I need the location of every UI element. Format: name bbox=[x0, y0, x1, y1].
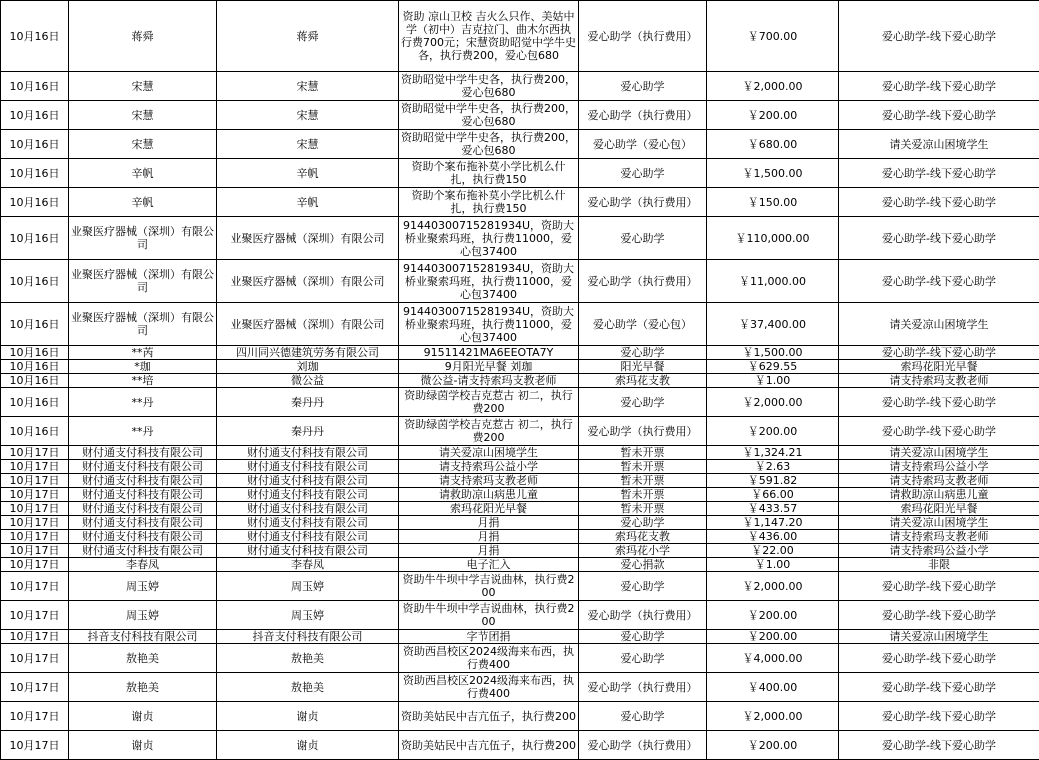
cell-date: 10月17日 bbox=[1, 558, 69, 572]
cell-payer: 谢贞 bbox=[217, 702, 399, 731]
cell-note: 资助牛牛坝中学吉说曲林，执行费200 bbox=[399, 572, 579, 601]
cell-amount: ￥2,000.00 bbox=[707, 72, 839, 101]
table-row bbox=[1, 1, 1039, 72]
cell-amount: ￥200.00 bbox=[707, 101, 839, 130]
cell-donor: 财付通支付科技有限公司 bbox=[69, 502, 217, 516]
table-row bbox=[1, 260, 1039, 303]
cell-project: 请支持索玛公益小学 bbox=[839, 544, 1039, 558]
cell-category: 爱心助学（执行费用） bbox=[579, 731, 707, 760]
cell-date: 10月16日 bbox=[1, 360, 69, 374]
table-row bbox=[1, 217, 1039, 260]
cell-note: 9月阳光早餐 刘珈 bbox=[399, 360, 579, 374]
cell-amount: ￥2,000.00 bbox=[707, 572, 839, 601]
cell-date: 10月16日 bbox=[1, 101, 69, 130]
cell-date: 10月17日 bbox=[1, 502, 69, 516]
cell-note: 月捐 bbox=[399, 516, 579, 530]
cell-donor: 宋慧 bbox=[69, 101, 217, 130]
table-row bbox=[1, 601, 1039, 630]
cell-note: 资助西昌校区2024级海来布西，执行费400 bbox=[399, 644, 579, 673]
cell-date: 10月16日 bbox=[1, 159, 69, 188]
cell-payer: 财付通支付科技有限公司 bbox=[217, 530, 399, 544]
cell-note: 资助 凉山卫校 吉火么只作、美姑中学（初中）吉克拉门、曲木尔西执行费700元；宋慧资助昭觉中学牛史各，执行费200，爱心包680 bbox=[399, 1, 579, 72]
table-row bbox=[1, 572, 1039, 601]
cell-project: 请关爱凉山困境学生 bbox=[839, 130, 1039, 159]
cell-date: 10月16日 bbox=[1, 374, 69, 388]
cell-payer: 财付通支付科技有限公司 bbox=[217, 516, 399, 530]
cell-amount: ￥2,000.00 bbox=[707, 388, 839, 417]
cell-amount: ￥200.00 bbox=[707, 601, 839, 630]
cell-donor: 财付通支付科技有限公司 bbox=[69, 446, 217, 460]
cell-donor: *珈 bbox=[69, 360, 217, 374]
cell-payer: 四川同兴德建筑劳务有限公司 bbox=[217, 346, 399, 360]
cell-amount: ￥2.63 bbox=[707, 460, 839, 474]
cell-payer: 业聚医疗器械（深圳）有限公司 bbox=[217, 303, 399, 346]
table-row bbox=[1, 702, 1039, 731]
cell-date: 10月16日 bbox=[1, 188, 69, 217]
cell-project: 爱心助学-线下爱心助学 bbox=[839, 260, 1039, 303]
cell-category: 爱心助学 bbox=[579, 630, 707, 644]
cell-payer: 谢贞 bbox=[217, 731, 399, 760]
cell-date: 10月17日 bbox=[1, 572, 69, 601]
table-row bbox=[1, 388, 1039, 417]
cell-payer: 辛帆 bbox=[217, 188, 399, 217]
cell-amount: ￥1.00 bbox=[707, 374, 839, 388]
cell-note: 91440300715281934U，资助大桥业聚索玛班，执行费11000，爱心包37400 bbox=[399, 260, 579, 303]
cell-category: 阳光早餐 bbox=[579, 360, 707, 374]
cell-category: 爱心助学 bbox=[579, 217, 707, 260]
cell-amount: ￥200.00 bbox=[707, 417, 839, 446]
cell-donor: **丹 bbox=[69, 417, 217, 446]
cell-category: 暂未开票 bbox=[579, 488, 707, 502]
cell-donor: 宋慧 bbox=[69, 130, 217, 159]
cell-note: 月捐 bbox=[399, 530, 579, 544]
cell-note: 91511421MA6EEOTA7Y bbox=[399, 346, 579, 360]
cell-category: 爱心助学 bbox=[579, 346, 707, 360]
cell-category: 爱心助学 bbox=[579, 702, 707, 731]
table-row bbox=[1, 446, 1039, 460]
table-row bbox=[1, 731, 1039, 760]
cell-project: 爱心助学-线下爱心助学 bbox=[839, 388, 1039, 417]
cell-payer: 秦丹丹 bbox=[217, 388, 399, 417]
cell-donor: 周玉婷 bbox=[69, 572, 217, 601]
cell-donor: 蒋舜 bbox=[69, 1, 217, 72]
cell-category: 爱心助学（执行费用） bbox=[579, 1, 707, 72]
cell-date: 10月16日 bbox=[1, 303, 69, 346]
cell-date: 10月17日 bbox=[1, 516, 69, 530]
cell-payer: 微公益 bbox=[217, 374, 399, 388]
cell-project: 爱心助学-线下爱心助学 bbox=[839, 601, 1039, 630]
cell-amount: ￥66.00 bbox=[707, 488, 839, 502]
cell-payer: 财付通支付科技有限公司 bbox=[217, 544, 399, 558]
cell-donor: **丹 bbox=[69, 388, 217, 417]
cell-project: 请支持索玛支教老师 bbox=[839, 474, 1039, 488]
table-row bbox=[1, 460, 1039, 474]
table-row bbox=[1, 644, 1039, 673]
table-row bbox=[1, 630, 1039, 644]
cell-project: 请支持索玛支教老师 bbox=[839, 530, 1039, 544]
cell-note: 91440300715281934U，资助大桥业聚索玛班，执行费11000，爱心包37400 bbox=[399, 303, 579, 346]
cell-amount: ￥37,400.00 bbox=[707, 303, 839, 346]
cell-project: 爱心助学-线下爱心助学 bbox=[839, 217, 1039, 260]
cell-payer: 蒋舜 bbox=[217, 1, 399, 72]
cell-date: 10月17日 bbox=[1, 474, 69, 488]
cell-category: 暂未开票 bbox=[579, 502, 707, 516]
cell-category: 爱心助学（执行费用） bbox=[579, 101, 707, 130]
table-row bbox=[1, 502, 1039, 516]
cell-category: 暂未开票 bbox=[579, 446, 707, 460]
table-row bbox=[1, 159, 1039, 188]
cell-amount: ￥436.00 bbox=[707, 530, 839, 544]
cell-category: 爱心助学 bbox=[579, 72, 707, 101]
cell-donor: 业聚医疗器械（深圳）有限公司 bbox=[69, 260, 217, 303]
cell-payer: 财付通支付科技有限公司 bbox=[217, 460, 399, 474]
cell-payer: 财付通支付科技有限公司 bbox=[217, 488, 399, 502]
cell-project: 爱心助学-线下爱心助学 bbox=[839, 72, 1039, 101]
cell-payer: 周玉婷 bbox=[217, 572, 399, 601]
cell-donor: 李春凤 bbox=[69, 558, 217, 572]
cell-amount: ￥680.00 bbox=[707, 130, 839, 159]
table-row bbox=[1, 130, 1039, 159]
cell-date: 10月16日 bbox=[1, 217, 69, 260]
cell-amount: ￥1,500.00 bbox=[707, 346, 839, 360]
cell-category: 爱心助学 bbox=[579, 572, 707, 601]
cell-note: 资助昭觉中学牛史各，执行费200，爱心包680 bbox=[399, 72, 579, 101]
cell-payer: 李春凤 bbox=[217, 558, 399, 572]
table-row bbox=[1, 516, 1039, 530]
cell-amount: ￥1,500.00 bbox=[707, 159, 839, 188]
cell-note: 资助个案布拖补莫小学比机么什扎，执行费150 bbox=[399, 188, 579, 217]
cell-note: 资助绿茵学校吉克惹古 初二，执行费200 bbox=[399, 417, 579, 446]
cell-project: 请关爱凉山困境学生 bbox=[839, 303, 1039, 346]
cell-date: 10月16日 bbox=[1, 72, 69, 101]
cell-amount: ￥2,000.00 bbox=[707, 702, 839, 731]
cell-category: 爱心助学（执行费用） bbox=[579, 601, 707, 630]
cell-amount: ￥1,147.20 bbox=[707, 516, 839, 530]
cell-payer: 宋慧 bbox=[217, 72, 399, 101]
cell-project: 非限 bbox=[839, 558, 1039, 572]
cell-donor: 财付通支付科技有限公司 bbox=[69, 460, 217, 474]
cell-donor: 财付通支付科技有限公司 bbox=[69, 474, 217, 488]
cell-donor: 财付通支付科技有限公司 bbox=[69, 516, 217, 530]
cell-project: 爱心助学-线下爱心助学 bbox=[839, 346, 1039, 360]
cell-donor: 敖艳美 bbox=[69, 673, 217, 702]
table-row bbox=[1, 417, 1039, 446]
cell-note: 资助绿茵学校吉克惹古 初二，执行费200 bbox=[399, 388, 579, 417]
cell-date: 10月17日 bbox=[1, 702, 69, 731]
cell-date: 10月16日 bbox=[1, 388, 69, 417]
cell-donor: **芮 bbox=[69, 346, 217, 360]
cell-date: 10月17日 bbox=[1, 446, 69, 460]
cell-payer: 抖音支付科技有限公司 bbox=[217, 630, 399, 644]
cell-date: 10月17日 bbox=[1, 530, 69, 544]
cell-category: 爱心助学（执行费用） bbox=[579, 188, 707, 217]
cell-note: 字节团捐 bbox=[399, 630, 579, 644]
cell-payer: 业聚医疗器械（深圳）有限公司 bbox=[217, 217, 399, 260]
table-row bbox=[1, 530, 1039, 544]
table-row bbox=[1, 474, 1039, 488]
cell-amount: ￥400.00 bbox=[707, 673, 839, 702]
cell-payer: 宋慧 bbox=[217, 101, 399, 130]
cell-category: 爱心捐款 bbox=[579, 558, 707, 572]
cell-note: 请支持索玛支教老师 bbox=[399, 474, 579, 488]
cell-project: 爱心助学-线下爱心助学 bbox=[839, 644, 1039, 673]
table-body bbox=[1, 1, 1039, 760]
table-row bbox=[1, 374, 1039, 388]
cell-note: 微公益-请支持索玛支教老师 bbox=[399, 374, 579, 388]
cell-donor: 业聚医疗器械（深圳）有限公司 bbox=[69, 303, 217, 346]
cell-note: 91440300715281934U，资助大桥业聚索玛班，执行费11000，爱心包37400 bbox=[399, 217, 579, 260]
cell-donor: 辛帆 bbox=[69, 188, 217, 217]
cell-category: 爱心助学（执行费用） bbox=[579, 260, 707, 303]
cell-amount: ￥22.00 bbox=[707, 544, 839, 558]
cell-amount: ￥110,000.00 bbox=[707, 217, 839, 260]
cell-amount: ￥1,324.21 bbox=[707, 446, 839, 460]
cell-category: 暂未开票 bbox=[579, 460, 707, 474]
cell-project: 请关爱凉山困境学生 bbox=[839, 446, 1039, 460]
cell-category: 爱心助学 bbox=[579, 388, 707, 417]
cell-payer: 财付通支付科技有限公司 bbox=[217, 502, 399, 516]
cell-project: 爱心助学-线下爱心助学 bbox=[839, 731, 1039, 760]
cell-date: 10月17日 bbox=[1, 630, 69, 644]
table-row bbox=[1, 303, 1039, 346]
cell-project: 爱心助学-线下爱心助学 bbox=[839, 1, 1039, 72]
cell-project: 爱心助学-线下爱心助学 bbox=[839, 673, 1039, 702]
cell-note: 电子汇入 bbox=[399, 558, 579, 572]
cell-project: 爱心助学-线下爱心助学 bbox=[839, 417, 1039, 446]
cell-donor: 辛帆 bbox=[69, 159, 217, 188]
cell-note: 资助美姑民中吉亢伍子，执行费200 bbox=[399, 702, 579, 731]
cell-date: 10月17日 bbox=[1, 673, 69, 702]
cell-date: 10月16日 bbox=[1, 417, 69, 446]
cell-category: 爱心助学 bbox=[579, 516, 707, 530]
table-row bbox=[1, 360, 1039, 374]
cell-note: 资助牛牛坝中学吉说曲林，执行费200 bbox=[399, 601, 579, 630]
cell-date: 10月17日 bbox=[1, 544, 69, 558]
cell-payer: 秦丹丹 bbox=[217, 417, 399, 446]
cell-payer: 敖艳美 bbox=[217, 644, 399, 673]
cell-payer: 业聚医疗器械（深圳）有限公司 bbox=[217, 260, 399, 303]
cell-date: 10月17日 bbox=[1, 731, 69, 760]
table-row bbox=[1, 544, 1039, 558]
cell-date: 10月16日 bbox=[1, 1, 69, 72]
cell-note: 资助美姑民中吉亢伍子，执行费200 bbox=[399, 731, 579, 760]
cell-donor: 敖艳美 bbox=[69, 644, 217, 673]
cell-donor: 周玉婷 bbox=[69, 601, 217, 630]
cell-payer: 刘珈 bbox=[217, 360, 399, 374]
cell-amount: ￥150.00 bbox=[707, 188, 839, 217]
cell-project: 爱心助学-线下爱心助学 bbox=[839, 101, 1039, 130]
cell-date: 10月16日 bbox=[1, 260, 69, 303]
cell-payer: 财付通支付科技有限公司 bbox=[217, 474, 399, 488]
cell-payer: 宋慧 bbox=[217, 130, 399, 159]
cell-amount: ￥200.00 bbox=[707, 731, 839, 760]
cell-payer: 周玉婷 bbox=[217, 601, 399, 630]
cell-category: 爱心助学（执行费用） bbox=[579, 417, 707, 446]
cell-note: 索玛花阳光早餐 bbox=[399, 502, 579, 516]
cell-amount: ￥433.57 bbox=[707, 502, 839, 516]
cell-category: 暂未开票 bbox=[579, 474, 707, 488]
cell-category: 爱心助学（执行费用） bbox=[579, 673, 707, 702]
cell-donor: 宋慧 bbox=[69, 72, 217, 101]
cell-project: 爱心助学-线下爱心助学 bbox=[839, 702, 1039, 731]
cell-project: 索玛花阳光早餐 bbox=[839, 360, 1039, 374]
cell-amount: ￥1.00 bbox=[707, 558, 839, 572]
cell-project: 爱心助学-线下爱心助学 bbox=[839, 159, 1039, 188]
cell-project: 请救助凉山病患儿童 bbox=[839, 488, 1039, 502]
cell-note: 资助昭觉中学牛史各，执行费200，爱心包680 bbox=[399, 101, 579, 130]
cell-date: 10月17日 bbox=[1, 460, 69, 474]
cell-note: 月捐 bbox=[399, 544, 579, 558]
table-row bbox=[1, 558, 1039, 572]
cell-donor: 财付通支付科技有限公司 bbox=[69, 488, 217, 502]
cell-project: 请关爱凉山困境学生 bbox=[839, 630, 1039, 644]
table-row bbox=[1, 188, 1039, 217]
cell-category: 索玛花小学 bbox=[579, 544, 707, 558]
cell-note: 资助西昌校区2024级海来布西，执行费400 bbox=[399, 673, 579, 702]
table-row bbox=[1, 346, 1039, 360]
cell-donor: 财付通支付科技有限公司 bbox=[69, 544, 217, 558]
cell-note: 请救助凉山病患儿童 bbox=[399, 488, 579, 502]
cell-category: 索玛花支教 bbox=[579, 374, 707, 388]
cell-donor: 谢贞 bbox=[69, 731, 217, 760]
cell-date: 10月17日 bbox=[1, 601, 69, 630]
cell-amount: ￥200.00 bbox=[707, 630, 839, 644]
cell-date: 10月17日 bbox=[1, 644, 69, 673]
cell-project: 请支持索玛支教老师 bbox=[839, 374, 1039, 388]
cell-note: 请关爱凉山困境学生 bbox=[399, 446, 579, 460]
cell-payer: 敖艳美 bbox=[217, 673, 399, 702]
cell-category: 爱心助学 bbox=[579, 159, 707, 188]
cell-date: 10月16日 bbox=[1, 346, 69, 360]
table-row bbox=[1, 488, 1039, 502]
cell-category: 爱心助学 bbox=[579, 644, 707, 673]
cell-category: 爱心助学（爱心包） bbox=[579, 303, 707, 346]
cell-project: 请支持索玛公益小学 bbox=[839, 460, 1039, 474]
cell-amount: ￥11,000.00 bbox=[707, 260, 839, 303]
cell-amount: ￥629.55 bbox=[707, 360, 839, 374]
cell-note: 资助昭觉中学牛史各，执行费200，爱心包680 bbox=[399, 130, 579, 159]
cell-donor: 业聚医疗器械（深圳）有限公司 bbox=[69, 217, 217, 260]
table-row bbox=[1, 101, 1039, 130]
table-row bbox=[1, 673, 1039, 702]
cell-payer: 辛帆 bbox=[217, 159, 399, 188]
cell-category: 爱心助学（爱心包） bbox=[579, 130, 707, 159]
cell-project: 索玛花阳光早餐 bbox=[839, 502, 1039, 516]
table-row bbox=[1, 72, 1039, 101]
cell-date: 10月16日 bbox=[1, 130, 69, 159]
cell-amount: ￥591.82 bbox=[707, 474, 839, 488]
cell-donor: 财付通支付科技有限公司 bbox=[69, 530, 217, 544]
cell-donor: 抖音支付科技有限公司 bbox=[69, 630, 217, 644]
cell-donor: 谢贞 bbox=[69, 702, 217, 731]
cell-note: 请支持索玛公益小学 bbox=[399, 460, 579, 474]
cell-project: 爱心助学-线下爱心助学 bbox=[839, 572, 1039, 601]
cell-amount: ￥700.00 bbox=[707, 1, 839, 72]
cell-project: 爱心助学-线下爱心助学 bbox=[839, 188, 1039, 217]
cell-category: 索玛花支教 bbox=[579, 530, 707, 544]
cell-payer: 财付通支付科技有限公司 bbox=[217, 446, 399, 460]
cell-date: 10月17日 bbox=[1, 488, 69, 502]
cell-project: 请关爱凉山困境学生 bbox=[839, 516, 1039, 530]
cell-donor: **培 bbox=[69, 374, 217, 388]
cell-amount: ￥4,000.00 bbox=[707, 644, 839, 673]
cell-note: 资助个案布拖补莫小学比机么什扎，执行费150 bbox=[399, 159, 579, 188]
